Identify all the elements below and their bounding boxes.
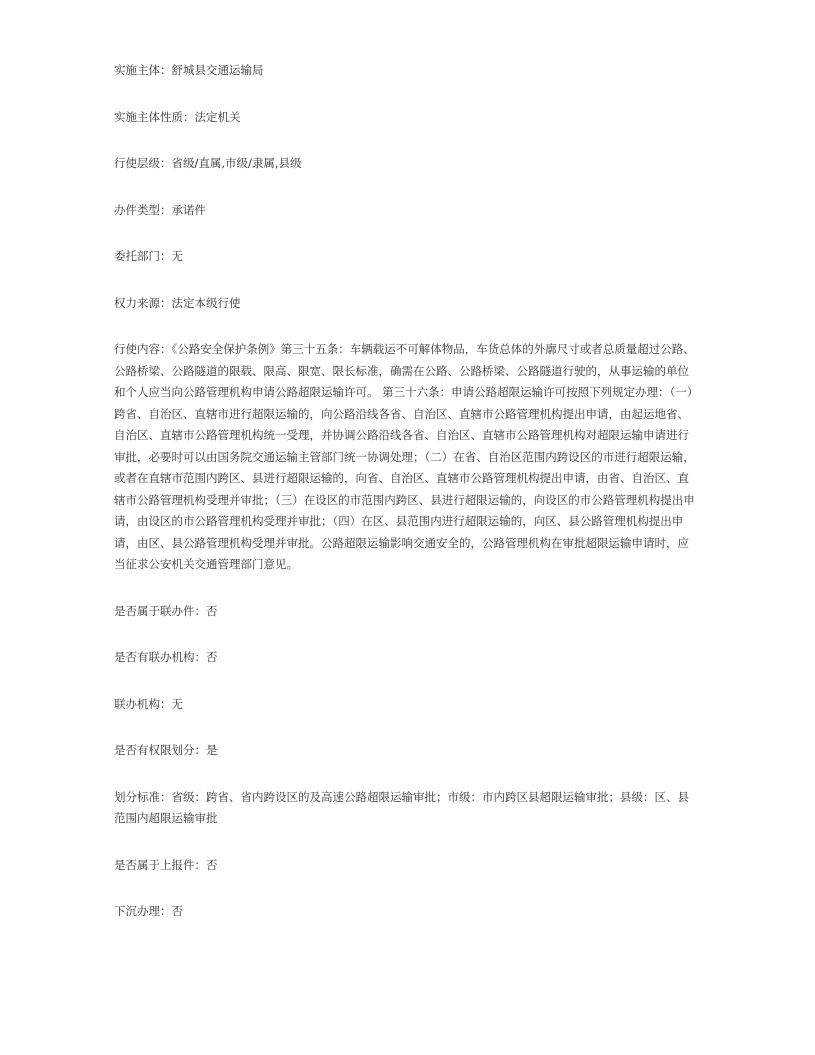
field-label: 实施主体： — [114, 63, 172, 77]
field-power-source — [114, 293, 700, 315]
field-exercise-content — [114, 339, 700, 576]
field-value: 承诺件 — [171, 202, 206, 217]
field-sink-handling — [114, 901, 700, 923]
field-implementing-body — [114, 60, 700, 82]
field-label: 行使内容： — [114, 342, 172, 356]
field-label: 是否属于上报件： — [114, 857, 206, 872]
field-is-reported-case — [114, 855, 700, 877]
field-case-type — [114, 200, 700, 222]
field-label: 是否有联办机构： — [114, 650, 206, 664]
field-label: 是否有权限划分： — [114, 743, 206, 757]
field-label: 权力来源： — [114, 295, 172, 310]
field-value: 是 — [206, 743, 218, 757]
field-label: 是否属于联办件： — [114, 603, 206, 618]
field-value: 省级/直属,市级/隶属,县级 — [171, 156, 302, 170]
field-value: 否 — [206, 603, 218, 618]
field-label: 下沉办理： — [114, 904, 172, 918]
field-value: 法定本级行使 — [171, 295, 241, 310]
field-label: 委托部门： — [114, 249, 172, 263]
field-label: 办件类型： — [114, 202, 172, 217]
document-page — [114, 60, 700, 923]
field-value: 法定机关 — [194, 109, 241, 124]
field-division-standard — [114, 787, 700, 830]
field-value: 无 — [171, 696, 183, 711]
field-label: 划分标准： — [114, 789, 172, 804]
field-value: 否 — [171, 904, 183, 918]
field-exercise-level — [114, 153, 700, 175]
field-value: 《公路安全保护条例》第三十五条：车辆载运不可解体物品，车货总体的外廓尺寸或者总质量超过公路、公路桥梁、公路隧道的限载、限高、限宽、限长标准，确需在公路、公路桥梁、公路隧道行驶的，从事运输的单位和个人应当向公路管理机构申请公路超限运输许可。 第三十六条：申请公路超限运输许可按照下列规定办理：（一）跨省、自治区、直辖市进行超限运输的，向公路沿线各省、自治区、直辖市公路管理机构提出申请，由起运地省、自治区、直辖市公路管理机构统一受理，并协调公路沿线各省、自治区、直辖市公路管理机构对超限运输申请进行审批，必要时可以由国务院交通运输主管部门统一协调处理；（二）在省、自治区范围内跨设区的市进行超限运输，或者在直辖市范围内跨区、县进行超限运输的，向省、自治区、直辖市公路管理机构提出申请，由省、自治区、直辖市公路管理机构受理并审批；（三）在设区的市范围内跨区、县进行超限运输的，向设区的市公路管理机构提出申请，由设区的市公路管理机构受理并审批；（四）在区、县范围内进行超限运输的，向区、县公路管理机构提出申请，由区、县公路管理机构受理并审批。公路超限运输影响交通安全的，公路管理机构在审批超限运输申请时，应当征求公安机关交通管理部门意见。 — [114, 342, 699, 571]
field-label: 实施主体性质： — [114, 109, 195, 124]
field-value: 省级：跨省、省内跨设区的及高速公路超限运输审批；市级：市内跨区县超限运输审批；县级：区、县范围内超限运输审批 — [114, 789, 689, 825]
field-value: 舒城县交通运输局 — [171, 63, 264, 77]
field-value: 否 — [206, 857, 218, 872]
field-is-joint-case — [114, 601, 700, 623]
field-label: 联办机构： — [114, 696, 172, 711]
field-has-joint-agency — [114, 647, 700, 669]
field-body-nature — [114, 107, 700, 129]
field-value: 无 — [171, 249, 183, 263]
field-label: 行使层级： — [114, 156, 172, 170]
field-has-authority-division — [114, 740, 700, 762]
field-entrusted-dept — [114, 246, 700, 268]
field-joint-agency — [114, 694, 700, 716]
field-value: 否 — [206, 650, 218, 664]
